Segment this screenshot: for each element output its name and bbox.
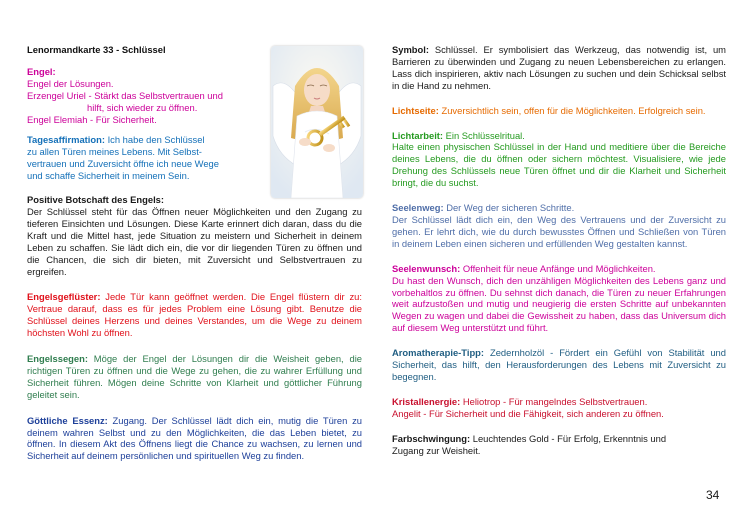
farbschwingung-heading: Farbschwingung: — [392, 432, 471, 444]
lichtarbeit-text: Halte einen physischen Schlüssel in der Hand und meditiere über die Bereiche deines Lebens, die du öffnen oder sichern möchtest. Visualisiere, wie jede Drehung des Schlüssels neue Türen öffnet und dir die Klarheit und Sicherheit bringt, die du suchst. — [392, 141, 726, 189]
seelenwunsch-title: Offenheit für neue Anfänge und Möglichkeiten. — [460, 262, 656, 274]
affirmation-line: zu allen Türen meines Lebens. Mit Selbst- — [27, 146, 202, 158]
essenz-section — [27, 415, 362, 463]
engel-heading: Engel: — [27, 65, 56, 77]
kristallenergie-heading: Kristallenergie: — [392, 395, 461, 407]
gefluester-heading: Engelsgeflüster: — [27, 291, 101, 303]
positive-heading: Positive Botschaft des Engels: — [27, 194, 165, 206]
kristallenergie-section — [392, 396, 726, 420]
affirmation-heading: Tagesaffirmation: — [27, 134, 105, 146]
seelenweg-title: Der Weg der sicheren Schritte. — [443, 202, 575, 214]
aromatherapie-heading: Aromatherapie-Tipp: — [392, 347, 485, 359]
symbol-heading: Symbol: — [392, 44, 429, 55]
symbol-text: Schlüssel. Er symbolisiert das Werkzeug, das notwendig ist, um Barrieren zu überwinden und Zugang zu neuen Lebensbereichen zu erlangen. Lass dich inspirieren, aktiv nach Lösungen zu suchen und dein Schicksal selbst in die Hand zu nehmen. — [392, 44, 726, 91]
seelenwunsch-text: Du hast den Wunsch, dich den unzähligen Möglichkeiten des Lebens ganz und vorbehaltlos zu öffnen. Du sehnst dich danach, die Türen zu neuer Erfahrungen weit aufzustoßen und mutig und neugierig die ersten Schritte auf unbekannten Wegen zu wagen und dabei die Gewissheit zu haben, dass das Universum dich auf diesem Weg unterstützt und führt. — [392, 274, 726, 334]
segen-section — [27, 353, 362, 401]
seelenwunsch-heading: Seelenwunsch: — [392, 262, 461, 274]
seelenweg-section — [392, 202, 726, 250]
card-title: Lenormandkarte 33 - Schlüssel — [27, 44, 166, 55]
affirmation-line: und schaffe Sicherheit in meinem Sein. — [27, 170, 190, 182]
aromatherapie-text: Zedernholzöl - Fördert ein Gefühl von Stabilität und Sicherheit, das hilft, den Herausforderungen des Lebens mit Zuversicht zu begegnen. — [392, 347, 726, 382]
aromatherapie-section — [392, 347, 726, 383]
essenz-text: Zugang. Der Schlüssel lädt dich ein, mutig die Türen zu deinem wahren Selbst und zu den Möglichkeiten, die das Leben bietet, zu öffnen. In diesem Akt des Öffnens liegt die Chance zu wachsen, zu lernen und Sicherheit auf deinem persönlichen und spirituellen Weg zu finden. — [27, 414, 362, 462]
symbol-section — [392, 44, 726, 92]
lichtseite-section — [392, 105, 726, 117]
segen-text: Möge der Engel der Lösungen dir die Weisheit geben, die richtigen Türen zu öffnen und die Wege zu gehen, die zu wahrer Erfüllung und Sicherheit führen. Mögen deine Schritte von Klarheit und göttlicher Führung geleitet sein. — [27, 353, 362, 400]
lichtarbeit-heading: Lichtarbeit: — [392, 129, 444, 141]
lichtarbeit-title: Ein Schlüsselritual. — [443, 129, 525, 141]
engel-line: Engel der Lösungen. — [27, 77, 114, 89]
lichtseite-heading: Lichtseite: — [392, 104, 439, 116]
positive-message-section — [27, 194, 362, 277]
affirmation-line: vertrauen und Zuversicht öffne ich neue Wege — [27, 158, 219, 170]
engel-line: hilft, sich wieder zu öffnen. — [87, 101, 198, 113]
gefluester-section — [27, 291, 362, 339]
page-number: 34 — [706, 488, 720, 502]
angel-illustration-icon — [271, 46, 363, 198]
lichtseite-text: Zuversichtlich sein, offen für die Möglichkeiten. Erfolgreich sein. — [438, 104, 706, 116]
engel-line: Engel Elemiah - Für Sicherheit. — [27, 113, 157, 125]
farbschwingung-text: Leuchtendes Gold - Für Erfolg, Erkenntnis und Zugang zur Weisheit. — [392, 432, 667, 456]
right-column — [392, 44, 726, 465]
kristallenergie-text: Heliotrop - Für mangelndes Selbstvertrauen. — [460, 395, 648, 407]
angel-with-key-image — [271, 46, 363, 198]
engel-line: Erzengel Uriel - Stärkt das Selbstvertrauen und — [27, 89, 223, 101]
farbschwingung-section — [392, 433, 692, 457]
positive-text: Der Schlüssel steht für das Öffnen neuer Möglichkeiten und den Zugang zu tieferen Einsichten und Lösungen. Diese Karte erinnert dich daran, dass du die Kraft und die Mittel hast, jede Situation zu meistern und Sicherheit in deinem Leben zu schaffen. Sie lädt dich ein, die vor dir liegenden Türen zu öffnen und die Chancen, die sich dir bieten, mit Zuversicht und Selbstvertrauen zu ergreifen. — [27, 205, 362, 277]
gefluester-text: Jede Tür kann geöffnet werden. Die Engel flüstern dir zu: Vertraue darauf, dass es für jedes Problem eine Lösung gibt. Benutze die Schlüssel deines Herzens und deines Verstandes, um die Wege zu deinem höchsten Wohl zu öffnen. — [27, 291, 362, 339]
seelenweg-heading: Seelenweg: — [392, 202, 444, 214]
essenz-heading: Göttliche Essenz: — [27, 414, 108, 426]
kristallenergie-text: Angelit - Für Sicherheit und die Fähigkeit, sich anderen zu öffnen. — [392, 407, 664, 419]
lichtarbeit-section — [392, 130, 726, 190]
segen-heading: Engelssegen: — [27, 353, 88, 365]
affirmation-text: Ich habe den Schlüssel — [104, 134, 205, 146]
seelenwunsch-section — [392, 263, 726, 334]
seelenweg-text: Der Schlüssel lädt dich ein, den Weg des Vertrauens und der Zuversicht zu gehen. Er lehrt dich, wie du durch bewusstes Öffnen und Schließen von Türen in deinem Leben einen sicheren und erfüllenden Weg gestalten kannst. — [392, 213, 726, 249]
